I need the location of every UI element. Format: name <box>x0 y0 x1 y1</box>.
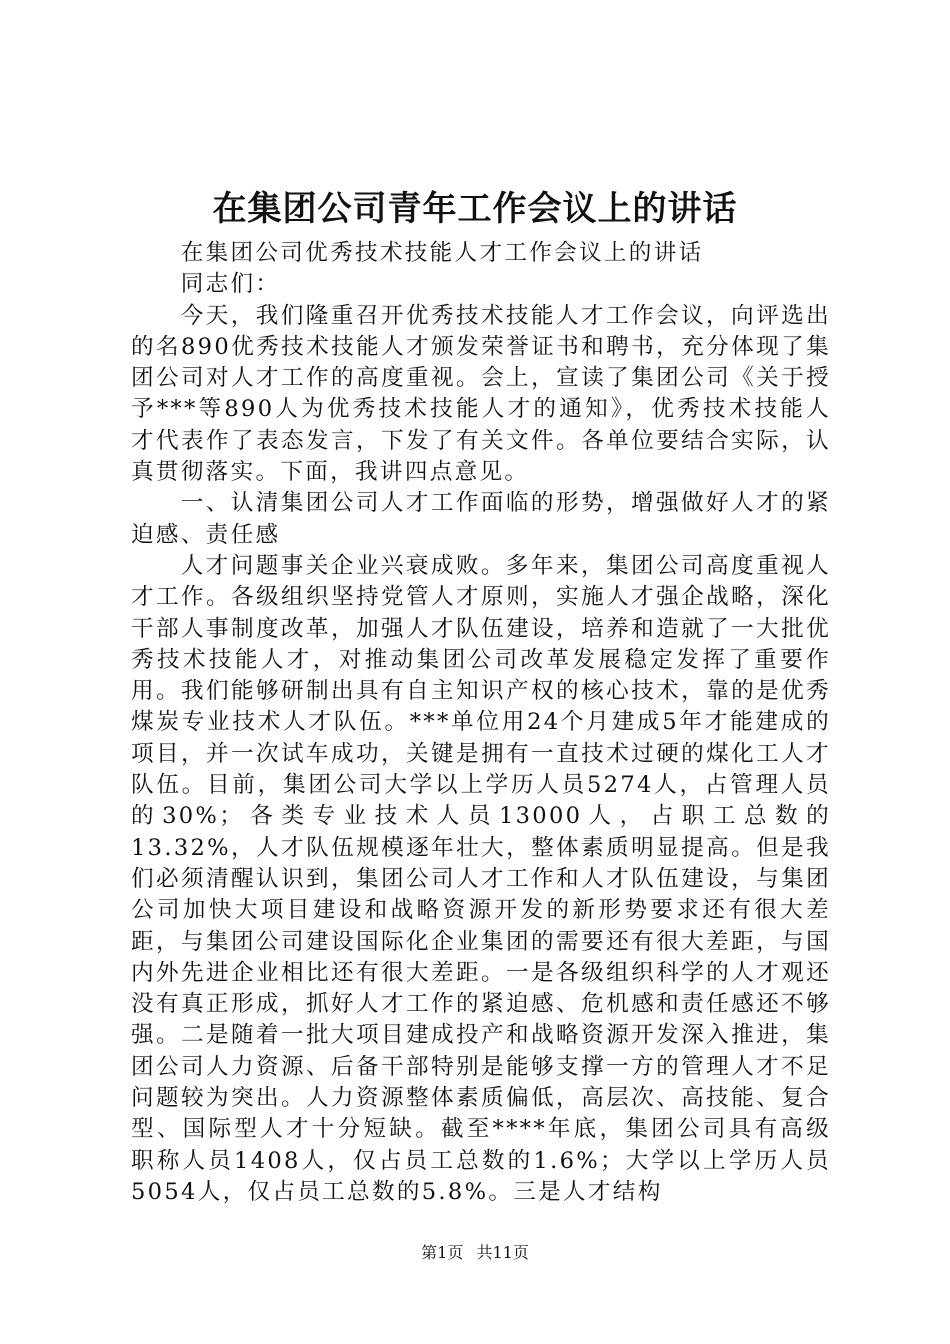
page-total: 共11页 <box>476 1243 529 1262</box>
page-footer <box>0 1243 950 1263</box>
salutation-paragraph: 同志们： <box>180 271 281 298</box>
subtitle-paragraph: 在集团公司优秀技术技能人才工作会议上的讲话 <box>180 240 704 266</box>
document-body <box>131 238 831 1208</box>
document-title: 在集团公司青年工作会议上的讲话 <box>212 189 738 229</box>
section-heading: 一、认清集团公司人才工作面临的形势，增强做好人才的紧迫感、责任感 <box>131 490 831 548</box>
body-paragraph: 人才问题事关企业兴衰成败。多年来，集团公司高度重视人才工作。各级组织坚持党管人才原则，实施人才强企战略，深化干部人事制度改革，加强人才队伍建设，培养和造就了一大批优秀技术技能人才，对推动集团公司改革发展稳定发挥了重要作用。我们能够研制出具有自主知识产权的核心技术，靠的是优秀煤炭专业技术人才队伍。***单位用24个月建成5年才能建成的项目，并一次试车成功，关键是拥有一直技术过硬的煤化工人才队伍。目前，集团公司大学以上学历人员5274人，占管理人员的30%；各类专业技术人员13000人，占职工总数的13.32%，人才队伍规模逐年壮大，整体素质明显提高。但是我们必须清醒认识到，集团公司人才工作和人才队伍建设，与集团公司加快大项目建设和战略资源开发的新形势要求还有很大差距，与集团公司建设国际化企业集团的需要还有很大差距，与国内外先进企业相比还有很大差距。一是各级组织科学的人才观还没有真正形成，抓好人才工作的紧迫感、危机感和责任感还不够强。二是随着一批大项目建成投产和战略资源开发深入推进，集团公司人力资源、后备干部特别是能够支撑一方的管理人才不足问题较为突出。人力资源整体素质偏低，高层次、高技能、复合型、国际型人才十分短缺。截至****年底，集团公司具有高级职称人员1408人，仅占员工总数的1.6%；大学以上学历人员5054人，仅占员工总数的5.8%。三是人才结构 <box>131 552 831 1205</box>
page-number: 第1页 <box>421 1243 464 1262</box>
body-paragraph: 今天，我们隆重召开优秀技术技能人才工作会议，向评选出的名890优秀技术技能人才颁发荣誉证书和聘书，充分体现了集团公司对人才工作的高度重视。会上，宣读了集团公司《关于授予***等890人为优秀技术技能人才的通知》，优秀技术技能人才代表作了表态发言，下发了有关文件。各单位要结合实际，认真贯彻落实。下面，我讲四点意见。 <box>131 302 831 486</box>
